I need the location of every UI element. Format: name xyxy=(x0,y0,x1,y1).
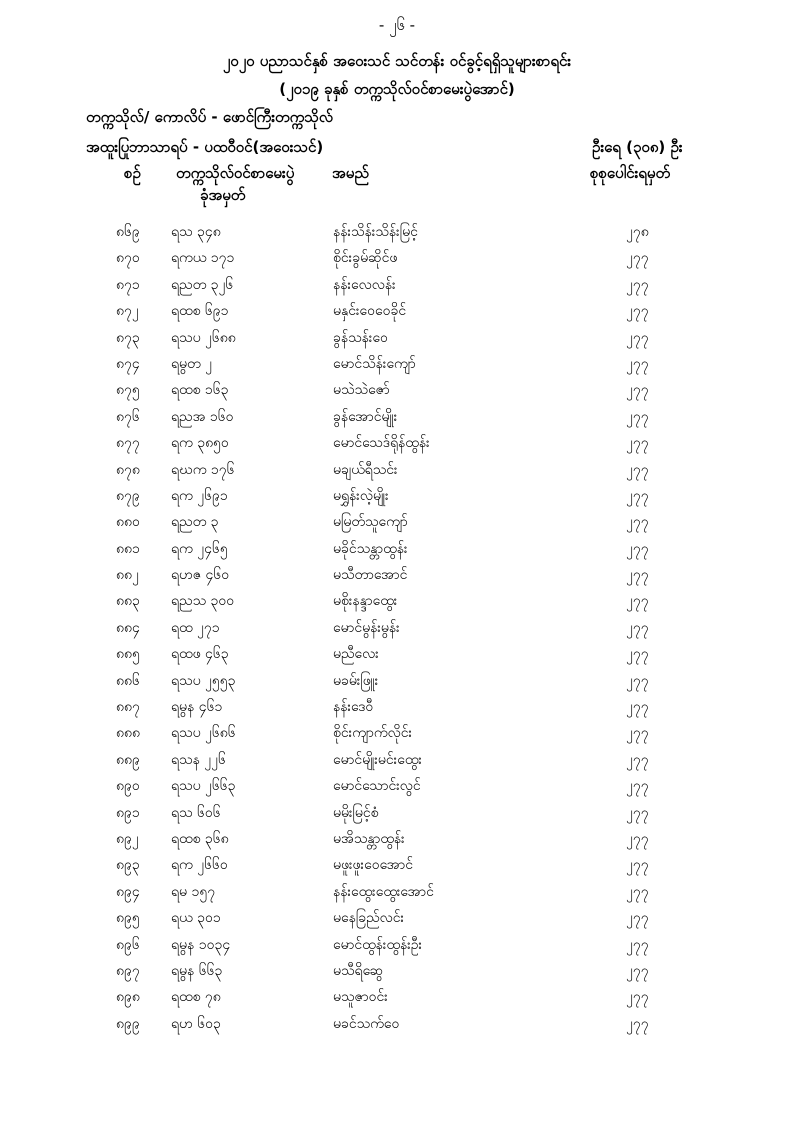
row-number: ၈၇၄ xyxy=(116,355,140,372)
student-name: မခိုင်သန္တာထွန်း xyxy=(333,540,408,557)
total-marks: ၂၇၇ xyxy=(626,514,649,531)
roll-number: ရသ ၃၄၈ xyxy=(171,224,221,240)
document-title: ၂၀၂၀ ပညာသင်နှစ် အဝေးသင် သင်တန်း ဝင်ခွင့်ရရှိသူများစာရင်း xyxy=(222,52,572,70)
table-row xyxy=(0,880,794,906)
roll-number: ရထ ၂၇၁ xyxy=(171,619,220,636)
table-row xyxy=(0,563,794,589)
student-name: မောင်သေဒ်ရိုန်ထွန်း xyxy=(333,435,430,452)
table-row xyxy=(0,906,794,932)
table-row xyxy=(0,458,794,484)
roll-number: ရထစ ၆၉၁ xyxy=(171,303,229,320)
row-number: ၈၉၆ xyxy=(116,936,140,953)
roll-number: ရက ၃၈၅၀ xyxy=(171,435,229,452)
student-name: မချယ်ရီသင်း xyxy=(333,461,398,478)
student-name: မစိုးနန္ဒာထွေး xyxy=(333,593,398,610)
header-roll-number-line2: ခုံအမှတ် xyxy=(200,186,246,204)
student-name: စိုင်းကျာက်လိုင်း xyxy=(333,725,413,742)
table-row xyxy=(0,774,794,800)
row-number: ၈၉၀ xyxy=(116,778,140,795)
row-number: ၈၉၂ xyxy=(116,830,139,847)
table-row xyxy=(0,299,794,325)
table-row xyxy=(0,669,794,695)
roll-number: ရယ ၃၀၁ xyxy=(171,910,221,927)
table-row xyxy=(0,246,794,272)
roll-number: ရသ ၆၀၆ xyxy=(171,804,221,821)
total-marks: ၂၇၇ xyxy=(626,936,649,953)
row-number: ၈၈၃ xyxy=(116,593,140,610)
table-row xyxy=(0,827,794,853)
total-marks: ၂၇၇ xyxy=(626,329,649,346)
row-number: ၈၉၄ xyxy=(116,883,140,900)
student-name: မသူဇာဝင်း xyxy=(333,989,388,1006)
total-marks: ၂၇၇ xyxy=(626,646,649,663)
table-row xyxy=(0,801,794,827)
roll-number: ရသပ ၂၆၈၈ xyxy=(171,329,236,346)
total-marks: ၂၇၇ xyxy=(626,857,649,874)
total-marks: ၂၇၈ xyxy=(626,224,649,240)
header-no: စဉ် xyxy=(124,164,141,182)
total-marks: ၂၇၇ xyxy=(626,751,649,768)
roll-number: ရဃက ၁၇၆ xyxy=(171,461,235,478)
student-name: မဖူးဖူးဝေအောင် xyxy=(333,857,413,874)
roll-number: ရထစ ၁၆၃ xyxy=(171,382,229,399)
student-name: နန်းထွေးထွေးအောင် xyxy=(333,883,434,900)
roll-number: ရသပ ၂၆၆၃ xyxy=(171,778,236,795)
roll-number: ရမွန ၁၀၃၄ xyxy=(171,936,231,953)
student-name: ခွန်သန်းဝေ xyxy=(333,329,388,346)
roll-number: ရမွန ၆၆၃ xyxy=(171,962,223,979)
document-subtitle: (၂၀၁၉ ခုနှစ် တက္ကသိုလ်ဝင်စာမေးပွဲအောင်) xyxy=(279,80,515,98)
table-row xyxy=(0,537,794,563)
roll-number: ရညအ ၁၆၀ xyxy=(171,408,234,425)
total-marks: ၂၇၇ xyxy=(626,250,649,267)
student-name: စိုင်းခွမ်ဆိုင်ဖ xyxy=(333,250,398,267)
roll-number: ရညသ ၃၀၀ xyxy=(171,593,235,610)
row-number: ၈၈၀ xyxy=(116,514,140,531)
table-row xyxy=(0,326,794,352)
student-name: နန်းသိန်းသိန်းမြင့် xyxy=(333,224,418,240)
roll-number: ရညတ ၃ xyxy=(171,514,219,531)
row-number: ၈၇၂ xyxy=(116,303,139,320)
student-name: မောင်ထွန်းထွန်းဦး xyxy=(333,936,423,953)
row-number: ၈၈၇ xyxy=(116,699,140,716)
student-name: မောင်သိန်းကျော် xyxy=(333,355,416,372)
row-number: ၈၉၁ xyxy=(116,804,140,821)
student-name: မသီရိဆွေ xyxy=(333,962,384,979)
student-name: နန်းလေလန်း xyxy=(333,276,396,293)
total-marks: ၂၇၇ xyxy=(626,830,649,847)
row-number: ၈၇၁ xyxy=(116,276,140,293)
roll-number: ရက ၂၆၉၁ xyxy=(171,487,228,504)
row-number: ၈၇၇ xyxy=(116,435,140,452)
student-name: ခွန်အောင်မျိုး xyxy=(333,408,398,425)
total-marks: ၂၇၇ xyxy=(626,619,649,636)
total-marks: ၂၇၇ xyxy=(626,989,649,1006)
row-number: ၈၉၃ xyxy=(116,857,140,874)
roll-number: ရထစ ၃၆၈ xyxy=(171,830,229,847)
row-number: ၈၇၉ xyxy=(116,487,140,504)
table-row xyxy=(0,933,794,959)
total-marks: ၂၇၇ xyxy=(626,303,649,320)
table-row xyxy=(0,985,794,1011)
total-marks: ၂၇၇ xyxy=(626,962,649,979)
row-number: ၈၇၃ xyxy=(116,329,140,346)
total-marks: ၂၇၇ xyxy=(626,487,649,504)
table-row xyxy=(0,405,794,431)
row-number: ၈၈၅ xyxy=(116,646,140,663)
total-marks: ၂၇၇ xyxy=(626,699,649,716)
student-name: မညီလေး xyxy=(333,646,379,663)
row-number: ၈၉၅ xyxy=(116,910,140,927)
total-marks: ၂၇၇ xyxy=(626,435,649,452)
row-number: ၈၈၄ xyxy=(116,619,140,636)
row-number: ၈၈၉ xyxy=(116,751,140,768)
table-row xyxy=(0,748,794,774)
total-marks: ၂၇၇ xyxy=(626,276,649,293)
page-number: - ၂၆ - xyxy=(378,16,416,34)
roll-number: ရမွန ၄၆၁ xyxy=(171,699,223,716)
row-number: ၈၈၂ xyxy=(116,567,139,584)
specialization-label: အထူးပြုဘာသာရပ် - ပထဝီဝင်(အဝေးသင်) xyxy=(86,138,324,156)
student-name: မမိုးမြင့်စံ xyxy=(333,804,379,821)
roll-number: ရညတ ၃၂၆ xyxy=(171,276,234,293)
student-name: မရွှန်းလဲ့မျိုး xyxy=(333,487,389,504)
total-marks: ၂၇၇ xyxy=(626,778,649,795)
total-marks: ၂၇၇ xyxy=(626,408,649,425)
roll-number: ရဟဇ ၄၆၀ xyxy=(171,567,230,584)
row-number: ၈၆၉ xyxy=(116,224,140,240)
table-row xyxy=(0,959,794,985)
table-row xyxy=(0,589,794,615)
roll-number: ရက ၂၆၆၀ xyxy=(171,857,228,874)
roll-number: ရသပ ၂၅၅၃ xyxy=(171,672,236,689)
table-row xyxy=(0,642,794,668)
roll-number: ရထဖ ၄၆၃ xyxy=(171,646,229,663)
table-row xyxy=(0,1012,794,1038)
header-total-marks: စုစုပေါင်းရမှတ် xyxy=(590,164,671,182)
student-name: မအိသန္တာထွန်း xyxy=(333,830,405,847)
student-name: မောင်သောင်းလွင် xyxy=(333,778,421,795)
student-name: မမြတ်သူကျော် xyxy=(333,514,408,531)
total-marks: ၂၇၇ xyxy=(626,355,649,372)
roll-number: ရထစ ၇၈ xyxy=(171,989,221,1006)
header-roll-number: တက္ကသိုလ်ဝင်စာမေးပွဲ xyxy=(176,164,295,182)
roll-number: ရသန ၂၂၆ xyxy=(171,751,226,768)
student-name: မသီတာအောင် xyxy=(333,567,408,584)
total-marks: ၂၇၇ xyxy=(626,883,649,900)
total-marks: ၂၇၇ xyxy=(626,725,649,742)
table-row xyxy=(0,616,794,642)
total-marks: ၂၇၇ xyxy=(626,910,649,927)
total-marks: ၂၇၇ xyxy=(626,593,649,610)
row-number: ၈၇၆ xyxy=(116,408,140,425)
total-marks: ၂၇၇ xyxy=(626,567,649,584)
row-number: ၈၈၁ xyxy=(116,540,140,557)
table-row xyxy=(0,378,794,404)
row-number: ၈၇၅ xyxy=(116,382,140,399)
row-number: ၈၉၉ xyxy=(116,1015,140,1032)
row-number: ၈၈၆ xyxy=(116,672,140,689)
total-marks: ၂၇၇ xyxy=(626,672,649,689)
table-row xyxy=(0,484,794,510)
row-number: ၈၇၈ xyxy=(116,461,140,478)
table-row xyxy=(0,510,794,536)
row-number: ၈၉၇ xyxy=(116,962,140,979)
total-marks: ၂၇၇ xyxy=(626,1015,649,1032)
row-number: ၈၉၈ xyxy=(116,989,140,1006)
table-row xyxy=(0,695,794,721)
results-list xyxy=(0,220,794,1038)
total-marks: ၂၇၇ xyxy=(626,382,649,399)
header-name: အမည် xyxy=(332,164,369,182)
student-name: မခင်သက်ဝေ xyxy=(333,1015,400,1032)
student-name: မနေခြည်လင်း xyxy=(333,910,405,927)
total-marks: ၂၇၇ xyxy=(626,461,649,478)
university-label: တက္ကသိုလ်/ ကောလိပ် - ဖောင်ကြီးတက္ကသိုလ် xyxy=(86,108,333,126)
student-name: မသဲသဲဇော် xyxy=(333,382,390,399)
student-name: မောင်မွန်းမွန်း xyxy=(333,619,400,636)
student-name: နန်းဒေဝီ xyxy=(333,699,374,716)
student-name: မခမ်းဖြူး xyxy=(333,672,379,689)
table-row xyxy=(0,721,794,747)
roll-number: ရက ၂၄၆၅ xyxy=(171,540,228,557)
table-row xyxy=(0,220,794,246)
total-count: ဦးရေ (၃၀၈) ဦး xyxy=(592,138,683,156)
total-marks: ၂၇၇ xyxy=(626,540,649,557)
roll-number: ရသပ ၂၆၈၆ xyxy=(171,725,236,742)
row-number: ၈၇၀ xyxy=(116,250,140,267)
table-row xyxy=(0,853,794,879)
roll-number: ရမ ၁၅၇ xyxy=(171,883,216,900)
roll-number: ရမွတ ၂ xyxy=(171,355,212,372)
table-row xyxy=(0,352,794,378)
table-row xyxy=(0,273,794,299)
row-number: ၈၈၈ xyxy=(116,725,140,742)
student-name: မနှင်းဝေဝေခိုင် xyxy=(333,303,407,320)
total-marks: ၂၇၇ xyxy=(626,804,649,821)
student-name: မောင်မျိုးမင်းထွေး xyxy=(333,751,422,768)
roll-number: ရကယ ၁၇၁ xyxy=(171,250,235,267)
roll-number: ရဟ ၆၀၃ xyxy=(171,1015,221,1032)
table-row xyxy=(0,431,794,457)
